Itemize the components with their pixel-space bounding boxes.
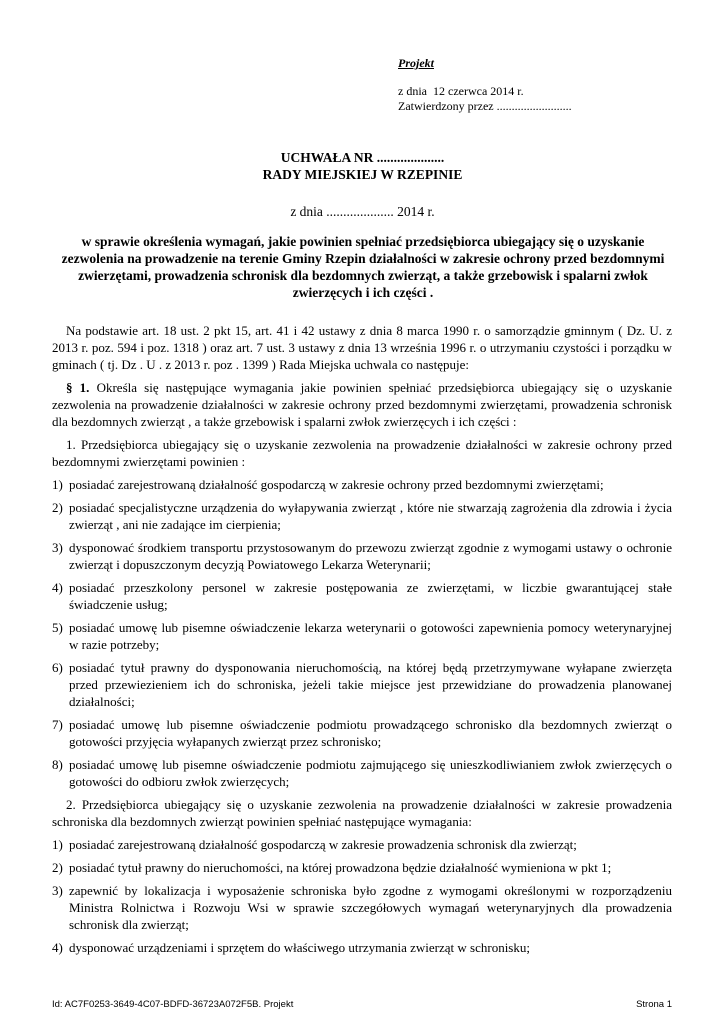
list-item xyxy=(52,579,672,613)
list-item-text: posiadać zarejestrowaną działalność gospodarczą w zakresie ochrony przed bezdomnymi zwierzętami; xyxy=(69,477,604,492)
list-item-number: 3) xyxy=(52,883,63,898)
list-item-number: 4) xyxy=(52,580,63,595)
list-item-number: 7) xyxy=(52,717,63,732)
list-item-number: 2) xyxy=(52,860,63,875)
section-1-number: § 1. xyxy=(66,380,90,395)
resolution-subject: w sprawie określenia wymagań, jakie powinien spełniać przedsiębiorca ubiegający się o uzyskanie zezwolenia na prowadzenie na terenie Gminy Rzepin działalności w zakresie ochrony przed bezdomnymi zwierzętami, prowadzenia schronisk dla bezdomnych zwierząt, a także grzebowisk i spalarni zwłok zwierzęcych i ich części . xyxy=(61,234,665,300)
page-number: Strona 1 xyxy=(636,999,672,1010)
list-item-number: 1) xyxy=(52,837,63,852)
list-item xyxy=(52,756,672,790)
list-item xyxy=(52,539,672,573)
point-1-list xyxy=(52,476,672,790)
point-2-intro: 2. Przedsiębiorca ubiegający się o uzyskanie zezwolenia na prowadzenie działalności w zakresie prowadzenia schroniska dla bezdomnych zwierząt powinien spełniać następujące wymagania: xyxy=(52,797,672,829)
document-id: Id: AC7F0253-3649-4C07-BDFD-36723A072F5B. Projekt xyxy=(52,999,294,1010)
list-item-text: posiadać przeszkolony personel w zakresie postępowania ze zwierzętami, w liczbie gwarantującej stałe świadczenie usług; xyxy=(69,580,672,612)
document-body xyxy=(52,322,672,962)
list-item-number: 4) xyxy=(52,940,63,955)
list-item-text: zapewnić by lokalizacja i wyposażenie schroniska było zgodne z wymogami określonymi w rozporządzeniu Ministra Rolnictwa i Rozwoju Wsi w sprawie szczegółowych wymagań weterynaryjnych dla prowadzenia schronisk dla zwierząt; xyxy=(69,883,672,932)
point-1-intro: 1. Przedsiębiorca ubiegający się o uzyskanie zezwolenia na prowadzenie działalności w zakresie ochrony przed bezdomnymi zwierzętami powinien : xyxy=(52,437,672,469)
list-item-text: dysponować środkiem transportu przystosowanym do przewozu zwierząt zgodnie z wymogami ustawy o ochronie zwierząt i dopuszczonym decyzją Powiatowego Lekarza Weterynarii; xyxy=(69,540,672,572)
section-1-text: Określa się następujące wymagania jakie powinien spełniać przedsiębiorca ubiegający się o uzyskanie zezwolenia na prowadzenie działalności w zakresie ochrony przed bezdomnymi zwierzętami, prowadzenia schronisk dla bezdomnych zwierząt , a także grzebowisk i spalarni zwłok zwierzęcych i ich części : xyxy=(52,380,673,429)
list-item-number: 1) xyxy=(52,477,63,492)
list-item-number: 3) xyxy=(52,540,63,555)
list-item xyxy=(52,499,672,533)
list-item xyxy=(52,716,672,750)
resolution-number: UCHWAŁA NR .................... xyxy=(280,150,445,165)
list-item-text: posiadać tytuł prawny do nieruchomości, na której prowadzona będzie działalność wymieniona w pkt 1; xyxy=(69,860,612,875)
list-item-text: posiadać umowę lub pisemne oświadczenie lekarza weterynarii o gotowości zapewnienia pomocy weterynaryjnej w razie potrzeby; xyxy=(69,620,672,652)
list-item-number: 2) xyxy=(52,500,63,515)
list-item-number: 6) xyxy=(52,660,63,675)
list-item xyxy=(52,659,672,710)
header-date: z dnia 12 czerwca 2014 r. xyxy=(398,84,524,98)
preamble: Na podstawie art. 18 ust. 2 pkt 15, art. 41 i 42 ustawy z dnia 8 marca 1990 r. o samorządzie gminnym ( Dz. U. z 2013 r. poz. 594 i poz. 1318 ) oraz art. 7 ust. 3 ustawy z dnia 13 września 1996 r. o utrzymaniu czystości i porządku w gminach ( tj. Dz . U . z 2013 r. poz . 1399 ) Rada Miejska uchwala co następuje: xyxy=(52,323,672,372)
page-footer xyxy=(52,996,672,1013)
section-1 xyxy=(52,379,672,430)
list-item-text: posiadać tytuł prawny do dysponowania nieruchomością, na której będą przetrzymywane wyłapane zwierzęta przed przewiezieniem ich do schroniska, jeżeli takie miejsce jest przewidziane do prowadzenia planowanej działalności; xyxy=(69,660,672,709)
list-item-number: 8) xyxy=(52,757,63,772)
list-item-text: posiadać specjalistyczne urządzenia do wyłapywania zwierząt , które nie stwarzają zagrożenia dla zdrowia i życia zwierząt , ani nie zadające im cierpienia; xyxy=(69,500,672,532)
header-approved: Zatwierdzony przez ......................... xyxy=(398,99,572,113)
list-item xyxy=(52,939,672,956)
draft-label: Projekt xyxy=(398,56,434,70)
list-item xyxy=(52,619,672,653)
list-item xyxy=(52,476,672,493)
list-item-text: dysponować urządzeniami i sprzętem do właściwego utrzymania zwierząt w schronisku; xyxy=(69,940,530,955)
list-item xyxy=(52,836,672,853)
list-item xyxy=(52,859,672,876)
council-name: RADY MIEJSKIEJ W RZEPINIE xyxy=(262,167,463,182)
list-item-text: posiadać umowę lub pisemne oświadczenie podmiotu prowadzącego schronisko dla bezdomnych zwierząt o gotowości przyjęcia wyłapanych zwierząt przez schronisko; xyxy=(69,717,672,749)
list-item-number: 5) xyxy=(52,620,63,635)
list-item xyxy=(52,882,672,933)
resolution-date: z dnia .................... 2014 r. xyxy=(290,204,435,219)
list-item-text: posiadać zarejestrowaną działalność gospodarczą w zakresie prowadzenia schronisk dla zwierząt; xyxy=(69,837,577,852)
document-header xyxy=(398,55,698,114)
list-item-text: posiadać umowę lub pisemne oświadczenie podmiotu zajmującego się unieszkodliwianiem zwłok zwierzęcych o gotowości do odbioru zwłok zwierzęcych; xyxy=(69,757,672,789)
point-2-list xyxy=(52,836,672,956)
